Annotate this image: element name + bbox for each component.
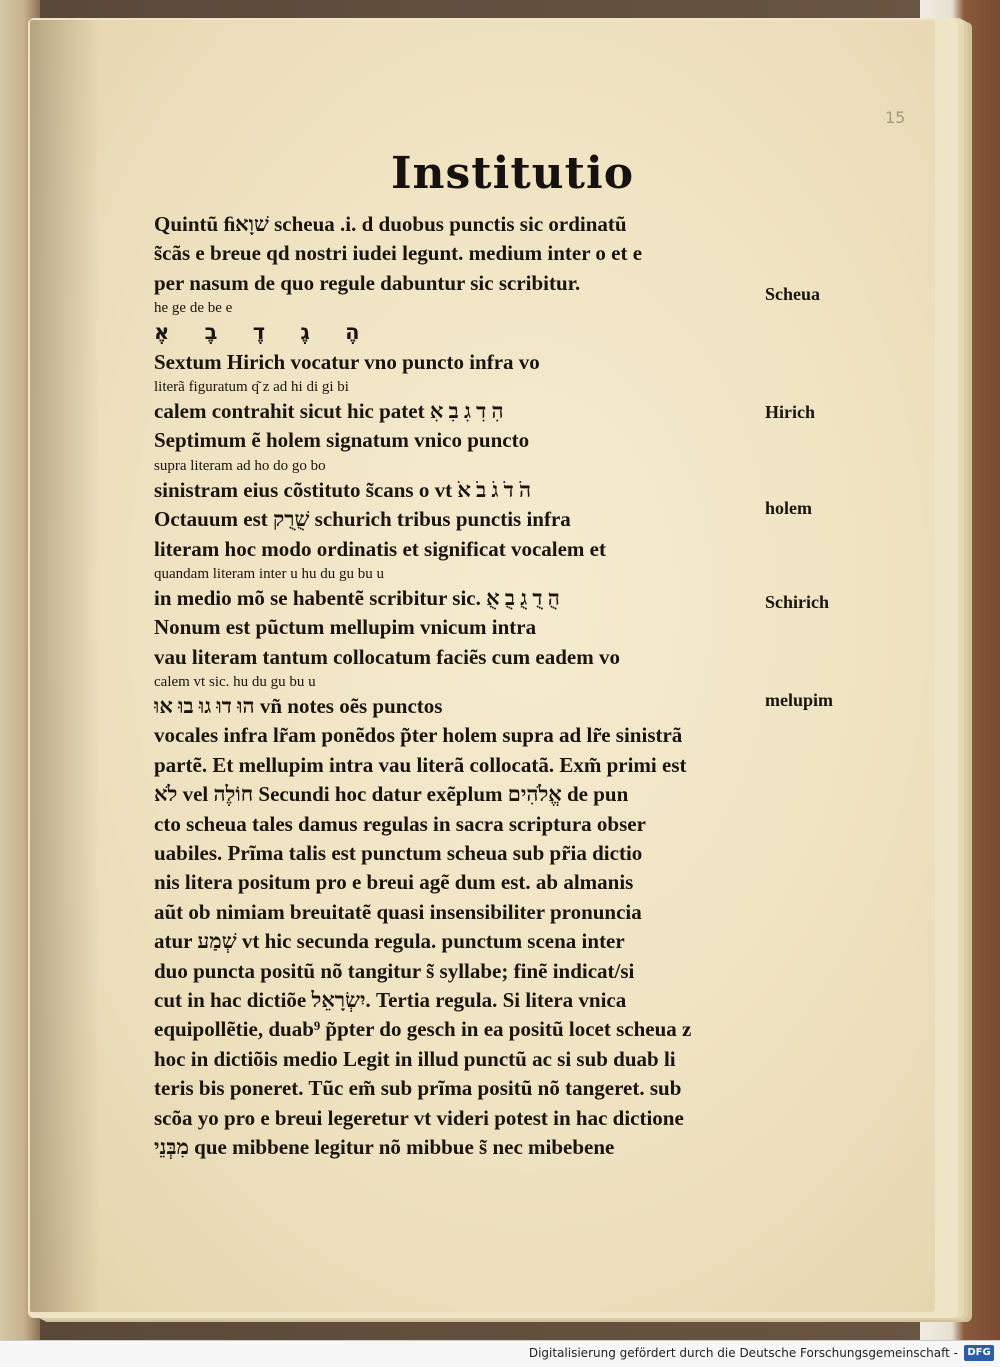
text-line: cut in hac dictiõe יִשְׂרָאֵל. Tertia regula. Si litera vnica (154, 987, 627, 1012)
footer-credit: Digitalisierung gefördert durch die Deutsche Forschungsgemeinschaft - (528, 1346, 958, 1360)
text-line-small: calem vt sic. hu du gu bu u (154, 674, 316, 691)
dfg-logo: DFG (964, 1345, 994, 1361)
text-line: לֹא vel חוֹלֶה Secundi hoc datur exẽplum אֱלֹהִים de pun (154, 782, 629, 807)
text-line: hoc in dictiõis medio Legit in illud punctũ ac si sub duab li (154, 1046, 676, 1071)
text-line: Sextum Hirich vocatur vno puncto infra vo (154, 349, 540, 374)
marginal-note-schirich: Schirich (765, 592, 830, 612)
pencil-folio-mark: 15 (885, 108, 906, 127)
text-line: duo puncta positũ nõ tangitur s͂ syllabe; finẽ indicat/si (154, 958, 635, 983)
text-line: Octauum est שֻׁרֻק schurich tribus punctis infra (154, 507, 571, 532)
hebrew-example-line: הֶ גֶ דֶ בֶ אֶ (154, 320, 374, 345)
book-page (30, 20, 935, 1312)
text-line: nis litera positum pro e breui agẽ dum est. ab almanis (154, 870, 634, 895)
text-line: literam hoc modo ordinatis et significat vocalem et (154, 536, 606, 561)
text-line: teris bis poneret. Tũc em̃ sub prĩma positũ nõ tangeret. sub (154, 1076, 682, 1101)
marginal-note-holem: holem (765, 498, 812, 518)
text-line: vocales infra lr̃am ponẽdos p͂ter holem supra ad lr̃e sinistrã (154, 723, 683, 748)
marginal-note-melupim: melupim (765, 690, 834, 710)
text-line: הוּ דוּ גוּ בוּ אוּ vn͂ notes oẽs punctos (154, 694, 443, 719)
text-line: Nonum est pũctum mellupim vnicum intra (154, 615, 537, 640)
text-line-small: literã figuratum q͂ z ad hi di gi bi (154, 378, 349, 395)
text-line: scõa yo pro e breui legeretur vt videri potest in hac dictione (154, 1105, 684, 1130)
text-line: מִבְּנֵי que mibbene legitur nõ mibbue s͂ nec mibebene (154, 1134, 615, 1159)
text-line: cto scheua tales damus regulas in sacra scriptura obser (154, 811, 646, 836)
marginal-note-hirich: Hirich (765, 402, 815, 422)
text-line-small: supra literam ad ho do go bo (154, 457, 326, 474)
text-line: per nasum de quo regule dabuntur sic scribitur. (154, 270, 581, 295)
text-line: s͂cãs e breue qd nostri iudei legunt. medium inter o et e (154, 241, 643, 266)
body-text (154, 210, 754, 1162)
transliteration-line: he ge de be e (154, 300, 233, 317)
text-line: in medio mõ se habentẽ scribitur sic. הֻ דֻ גֻ בֻ אֻ (154, 585, 560, 610)
text-line: aũt ob nimiam breuitatẽ quasi insensibiliter pronuncia (154, 899, 642, 924)
page-gutter-shadow (30, 20, 100, 1312)
text-line: equipollẽtie, duab⁹ p͂pter do gesch in ea positũ locet scheua z (154, 1017, 692, 1042)
text-line-small: quandam literam inter u hu du gu bu u (154, 565, 384, 582)
text-line: Quintũ ﬁשׁוָא scheua .i. d duobus punctis sic ordinatũ (154, 212, 627, 236)
text-line: uabiles. Prĩma talis est punctum scheua sub pr̃ia dictio (154, 841, 643, 866)
text-line: Septimum ẽ holem signatum vnico puncto (154, 428, 530, 453)
text-line: sinistram eius cõstituto s͂cans o vt הֹ דֹ גֹ בֹ אֹ (154, 477, 532, 502)
text-line: calem contrahit sicut hic patet הִ דִ גִ בִ אִ (154, 398, 504, 423)
page-heading: Institutio (390, 148, 635, 199)
text-line: vau literam tantum collocatum faciẽs cum eadem vo (154, 644, 620, 669)
footer-bar (0, 1340, 1000, 1367)
text-line: partẽ. Et mellupim intra vau literã collocatã. Exm͂ primi est (154, 752, 687, 777)
text-line: atur שְׁמַע vt hic secunda regula. punctum scena inter (154, 929, 625, 954)
marginal-note-scheua: Scheua (765, 284, 821, 304)
